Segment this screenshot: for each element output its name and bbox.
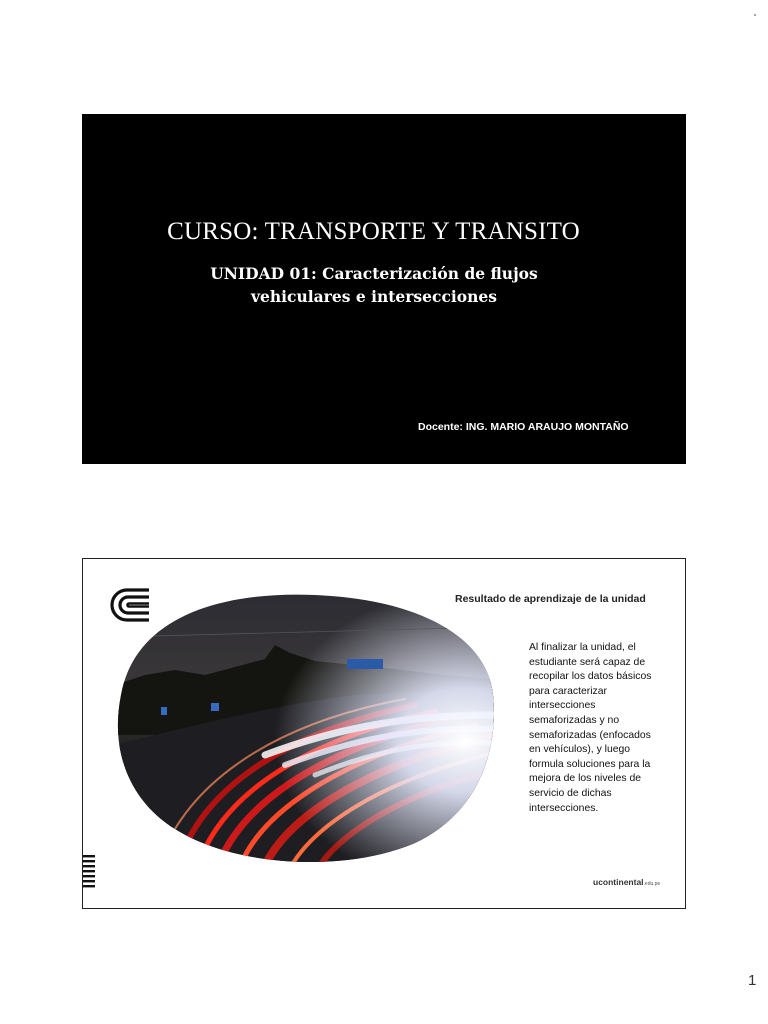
highway-light-trails-photo (115, 575, 495, 875)
learning-outcome-text (529, 641, 679, 816)
title-slide (82, 114, 686, 464)
outcome-line: en vehículos), y luego (529, 744, 631, 756)
learning-outcome-heading: Resultado de aprendizaje de la unidad (455, 593, 646, 605)
outcome-line: intersecciones (529, 700, 596, 712)
learning-outcome-slide (82, 558, 686, 909)
decorative-bars-icon (83, 855, 97, 889)
corner-dot (754, 14, 756, 16)
instructor-name: Docente: ING. MARIO ARAUJO MONTAÑO (418, 421, 629, 433)
outcome-line: intersecciones. (529, 802, 599, 814)
outcome-line: formula soluciones para la (529, 758, 651, 770)
outcome-line: recopilar los datos básicos (529, 671, 652, 683)
outcome-line: semaforizadas y no (529, 714, 620, 726)
unit-subtitle-line-2: vehiculares e intersecciones (251, 287, 497, 306)
unit-subtitle-line-1: UNIDAD 01: Caracterización de flujos (210, 264, 538, 283)
brand-logo (593, 877, 660, 887)
unit-subtitle (172, 262, 576, 308)
outcome-line: semaforizadas (enfocados (529, 729, 651, 741)
outcome-line: servicio de dichas (529, 787, 612, 799)
outcome-line: Al finalizar la unidad, el (529, 642, 636, 653)
course-title: CURSO: TRANSPORTE Y TRANSITO (167, 218, 580, 245)
brand-name: ucontinental (593, 877, 644, 887)
outcome-line: para caracterizar (529, 685, 607, 697)
outcome-line: estudiante será capaz de (529, 656, 646, 668)
outcome-line: mejora de los niveles de (529, 773, 642, 785)
page-number: 1 (748, 972, 757, 989)
brand-suffix: .edu.pe (643, 881, 661, 887)
